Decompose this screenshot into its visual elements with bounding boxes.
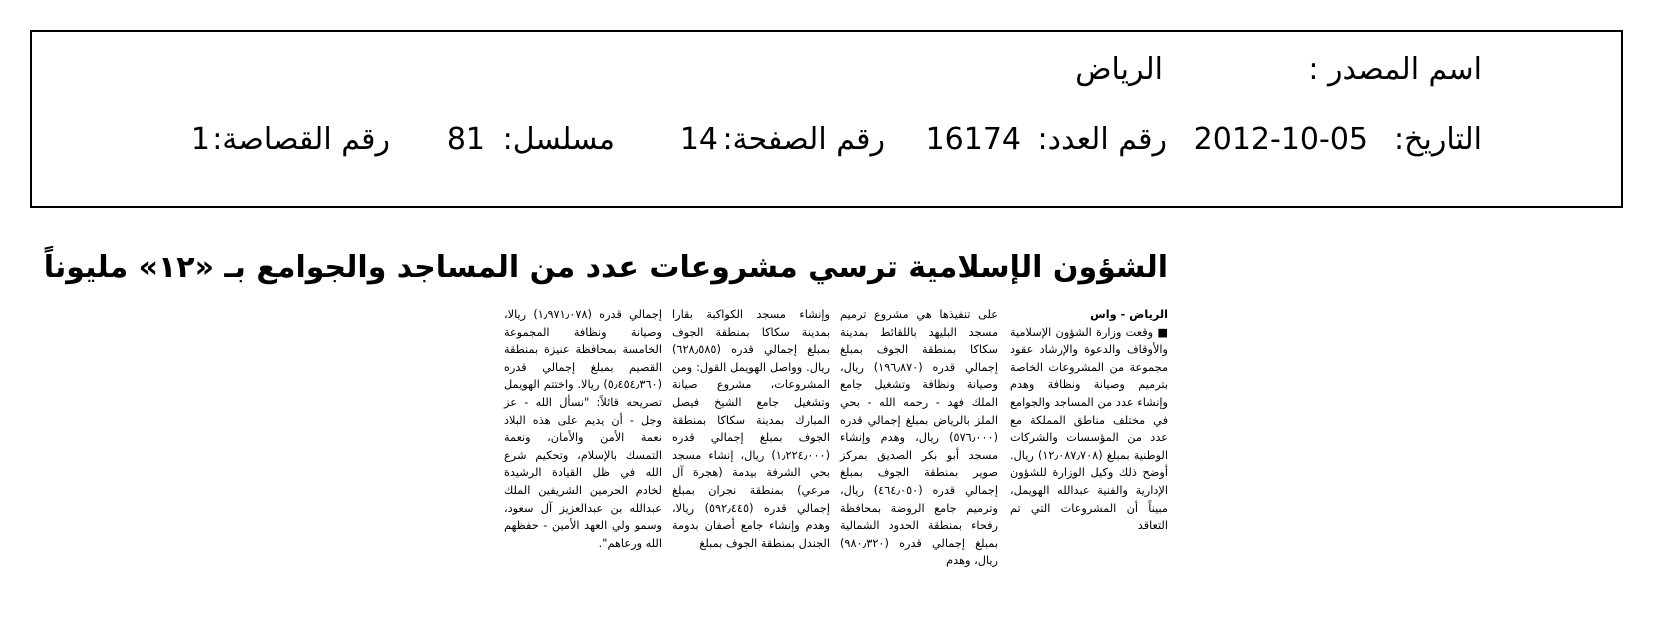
newspaper-clipping (43, 246, 1174, 617)
source-value: الرياض (1075, 52, 1163, 87)
article-column-4-text: إجمالي قدره (١٫٩٧١٫٠٧٨) ريالا، وصيانة ونظافة المجموعة الخامسة بمحافظة عنيزة بمنطقة القصيم بمبلغ إجمالي قدره (٥٫٤٥٤٫٣٦٠) ريالا. واختتم الهويمل تصريحه قائلاً: "نسأل الله - عز وجل - أن يديم على هذه البلاد نعمة الأمن والأمان، ونعمة التمسك بالإسلام، وتحكيم شرع الله في ظل القيادة الرشيدة لخادم الحرمين الشريفين الملك عبدالله بن عبدالعزيز آل سعود، وسمو ولي العهد الأمين - حفظهم الله ورعاهم". (504, 308, 662, 550)
serial-label: مسلسل: (502, 122, 615, 157)
article-column-3 (672, 306, 830, 621)
clip-value: 1 (190, 122, 210, 157)
issue-value: 16174 (925, 122, 1021, 157)
article-column-2-text: على تنفيذها هي مشروع ترميم مسجد البليهد باللقائط بمدينة سكاكا بمنطقة الجوف بمبلغ إجمالي قدره (١٩٦٫٨٧٠) ريال، وصيانة ونظافة وتشغيل جامع الملك فهد - رحمه الله - بحي الملز بالرياض بمبلغ إجمالي قدره (٥٧٦٫٠٠٠) ريال، وهدم وإنشاء مسجد أبو بكر الصديق بمركز صوير بمنطقة الجوف بمبلغ إجمالي قدره (٤٦٤٫٠٥٠) ريال، وترميم جامع الروضة بمحافظة رفحاء بمنطقة الحدود الشمالية بمبلغ إجمالي قدره (٩٨٠٫٣٢٠) ريال، وهدم (840, 308, 998, 568)
article-column-3-text: وإنشاء مسجد الكواكبة بقارا بمدينة سكاكا بمنطقة الجوف بمبلغ إجمالي قدره (٦٢٨٫٥٨٥) ريال. وواصل الهويمل القول: ومن المشروعات، مشروع صيانة وتشغيل جامع الشيخ فيصل المبارك بمدينة سكاكا بمنطقة الجوف بمبلغ إجمالي قدره (١٫٢٢٤٫٠٠٠) ريال، إنشاء مسجد بحي الشرفة بيدمة (هجرة آل مرعي) بمنطقة نجران بمبلغ إجمالي قدره (٥٩٢٫٤٤٥) ريالا، وهدم وإنشاء جامع أصفان بدومة الجندل بمنطقة الجوف بمبلغ (672, 308, 830, 550)
article-headline: الشؤون الإسلامية ترسي مشروعات عدد من المساجد والجوامع بـ «١٢» مليوناً (43, 250, 1168, 285)
article-byline: الرياض - واس (1090, 308, 1168, 321)
clip-label: رقم القصاصة: (212, 122, 390, 157)
article-column-1-text: ■ وقعت وزارة الشؤون الإسلامية والأوقاف والدعوة والإرشاد عقود مجموعة من المشروعات الخاصة بترميم وصيانة ونظافة وهدم وإنشاء عدد من المساجد والجوامع في مختلف مناطق المملكة مع عدد من المؤسسات والشركات الوطنية بمبلغ (١٢٫٠٨٧٫٧٠٨) ريال. أوضح ذلك وكيل الوزارة للشؤون الإدارية والفنية عبدالله الهويمل، مبيناً أن المشروعات التي تم التعاقد (1010, 325, 1168, 533)
issue-label: رقم العدد: (1037, 122, 1167, 157)
source-label: اسم المصدر : (1308, 52, 1482, 87)
page-value: 14 (679, 122, 718, 157)
date-label: التاريخ: (1394, 122, 1482, 157)
article-column-2 (840, 306, 998, 621)
page-label: رقم الصفحة: (722, 122, 885, 157)
date-value: 2012-10-05 (1193, 122, 1368, 157)
article-columns (486, 306, 1174, 621)
article-column-4 (504, 306, 662, 621)
article-column-1 (1010, 306, 1168, 621)
serial-value: 81 (446, 122, 485, 157)
